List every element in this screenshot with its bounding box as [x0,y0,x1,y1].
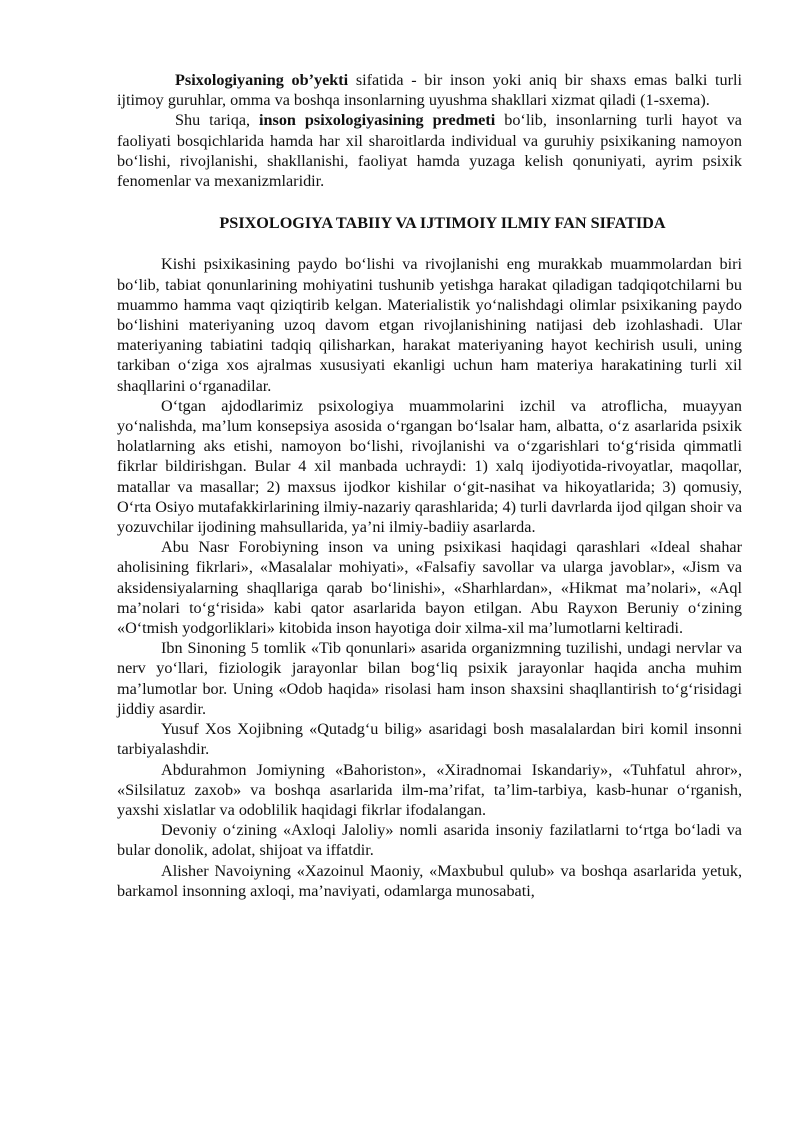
body-paragraph: Ibn Sinoning 5 tomlik «Tib qonunlari» asarida organizmning tuzilishi, undagi nervlar va nerv yo‘llari, fiziologik jarayonlar bilan bog‘liq psixik jarayonlar haqida ancha muhim ma’lumotlar bor. Uning «Odob haqida» risolasi ham inson shaxsini shaqllantirish to‘g‘risidagi jiddiy asardir. [117,639,742,718]
body-paragraph: O‘tgan ajdodlarimiz psixologiya muammolarini izchil va atroflicha, muayyan yo‘nalishda, ma’lum konsepsiya asosida o‘rgangan bo‘lsalar ham, albatta, o‘z asarlarida psixik holatlarning aks etishi, namoyon bo‘lishi, rivojlanishi va o‘zgarishlari to‘g‘risida qimmatli fikrlar bildirishgan. Bular 4 xil manbada uchraydi: 1) xalq ijodiyotida-rivoyatlar, maqollar, matallar va masallar; 2) maxsus ijodkor kishilar o‘git-nasihat va hikoyatlarida; 3) qomusiy, O‘rta Osiyo mutafakkirlarining ilmiy-nazariy qarashlarida; 4) turli davrlarda ijod qilgan shoir va yozuvchilar ijodining mahsullarida, ya’ni ilmiy-badiiy asarlarda. [117,396,742,537]
intro-text: sifatida - bir inson yoki aniq bir shaxs emas balki turli ijtimoy guruhlar, omma va boshqa insonlarning uyushma shakllari xizmat qiladi (1-sxema). [117,71,742,110]
intro-bold-term: Psixologiyaning ob’yekti [175,71,349,89]
body-paragraph: Kishi psixikasining paydo bo‘lishi va rivojlanishi eng murakkab muammolardan biri bo‘lib, tabiat qonunlarining mohiyatini tushunib yetishga harakat qiladigan tadqiqotchilarni bu muammo hamma vaqt qiziqtirib kelgan. Materialistik yo‘nalishdagi olimlar psixikaning paydo bo‘lishini materiyaning uzoq davom etgan rivojlanishining natijasi deb izohlashadi. Ular materiyaning tabiatini tadqiq qilisharkan, harakat materiyaning hayot kechirish usuli, uning tarkiban o‘ziga xos ajralmas xususiyati ekanligi uchun ham materiya harakatining turli xil shaqllarini o‘rganadilar. [117,255,742,395]
intro-text-rest: bo‘lib, insonlarning turli hayot va faoliyati bosqichlarida hamda har xil sharoitlarda individual va guruhiy psixikaning namoyon bo‘lishi, rivojlanishi, shakllanishi, faoliyat hamda yuzaga kelish qonuniyati, ayrim psixik fenomenlar va mexanizmlaridir. [117,111,742,191]
body-paragraph: Abu Nasr Forobiyning inson va uning psixikasi haqidagi qarashlari «Ideal shahar aholisining fikrlari», «Masalalar mohiyati», «Falsafiy savollar va ularga javoblar», «Jism va aksidensiyalarning shaqllariga qarab bo‘linishi», «Sharhlardan», «Hikmat ma’nolari», «Aql ma’nolari to‘g‘risida» kabi qator asarlarida bayon etilgan. Abu Rayxon Beruniy o‘zining «O‘tmish yodgorliklari» kitobida inson hayotiga doir xilma-xil ma’lumotlarni keltiradi. [117,538,742,638]
body-paragraph: Abdurahmon Jomiyning «Bahoriston», «Xiradnomai Iskandariy», «Tuhfatul ahror», «Silsilatuz zaxob» va boshqa asarlarida ilm-ma’rifat, ta’lim-tarbiya, kasb-hunar o‘rganish, yaxshi xislatlar va odoblilik haqidagi fikrlar ifodalangan. [117,760,742,819]
section-heading: PSIXOLOGIYA TABIIY VA IJTIMOIY ILMIY FAN SIFATIDA [219,214,666,233]
body-paragraph: Alisher Navoiyning «Xazoinul Maoniy, «Maxbubul qulub» va boshqa asarlarida yetuk, barkamol insonning axloqi, ma’naviyati, odamlarga munosabati, [117,861,742,900]
intro-text-start: Shu tariqa, [175,111,260,130]
intro-bold-term-2: inson psixologiyasining predmeti [259,111,496,130]
body-paragraph: Yusuf Xos Xojibning «Qutadg‘u bilig» asaridagi bosh masalalardan biri komil insonni tarbiyalashdir. [117,720,742,759]
body-paragraph: Devoniy o‘zining «Axloqi Jaloliy» nomli asarida insoniy fazilatlarni to‘rtga bo‘ladi va bular donolik, adolat, shijoat va iffatdir. [117,821,742,860]
intro-paragraph-subject [117,110,742,191]
intro-paragraph-object [117,70,742,110]
